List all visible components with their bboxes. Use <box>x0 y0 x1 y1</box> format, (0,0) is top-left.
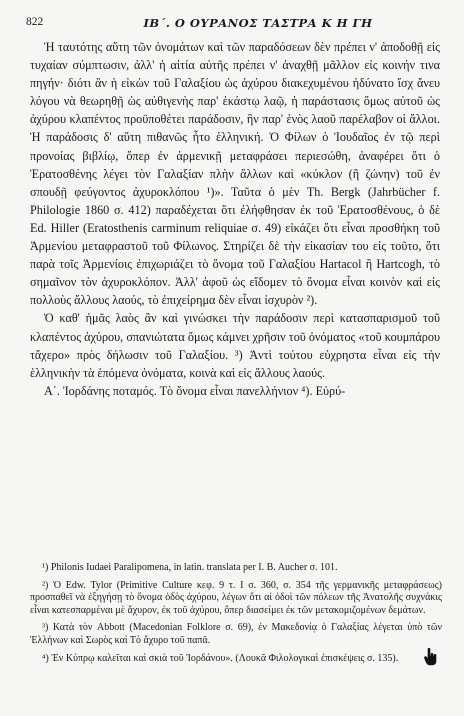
page-number: 822 <box>26 16 44 28</box>
paragraph-3: Α΄. Ἰορδάνης ποταμός. Τὸ ὄνομα εἶναι πανελλήνιον ⁴). Εὐρύ- <box>44 383 346 398</box>
footnote-2: ²) Ὁ Edw. Tylor (Primitive Culture κεφ. 9 τ. Ι σ. 360, σ. 354 τῆς γερμανικῆς μεταφράσεως) προσπαθεῖ νὰ ἐξηγήσῃ τὸ ὄνομα ὁδὸς ἀχύρου, λέγων ὅτι αἱ ὁδοὶ τῶν πόλεων τῆς Ἀνατολῆς συχνάκις εἶναι κατεσπαρμέναι μὲ ἄχυρον, ἐκ τοῦ ἀχύρου, ὅπερ διασείμει ἐκ τῶν μετακομιζομένων δεμάτων. <box>30 579 442 616</box>
footnotes <box>30 562 442 670</box>
body-text <box>30 38 440 400</box>
hand-cursor-icon <box>424 648 438 666</box>
paragraph-1: Ἡ ταυτότης αὕτη τῶν ὀνομάτων καὶ τῶν παραδόσεων δὲν πρέπει ν' ἀποδοθῇ εἰς τυχαίαν σύμπτωσιν, ἀλλ' ἡ αἰτία αὐτῆς πρέπει ν' ἀναχθῇ μᾶλλον εἰς κοινήν τινα πηγήν· διότι ἂν ἡ εἰκὼν τοῦ Γαλαξίου ὡς ἀχύρου διακεχυμένου ἠδύνατο ἴσχ ἄνευ λόγου νὰ θεωρηθῇ ὡς αὐθιγενὴς παρ' ἑκάστῳ λαῷ, ἡ παράστασις ὅμως αὐτοῦ ὡς ἀχύρου κλαπέντος προϋποθέτει παράδοσιν, ἣν παρ' ἑνὸς λαοῦ παρέλαβον οἱ ἄλλοι. Ἡ παράδοσις δ' αὕτη πιθανῶς ἦτο ἑλληνική. Ὁ Φίλων ὁ Ἰουδαῖος ἐν τῷ περὶ προνοίας βιβλίῳ, ὅπερ ἐν ἀρμενικῇ μεταφράσει περιεσώθη, ἀναφέρει ὅτι ὁ Ἐρατοσθένης λέγει τὸν Γαλαξίαν πλὴν ἄλλων καὶ «κύκλον (ἢ ζώνην) τοῦ ἐν σπουδῇ φεύγοντος ἀχυροκλόπου ¹)». Ταῦτα ὁ μὲν Th. Bergk (Jahrbücher f. Philologie 1860 σ. 412) παραδέχεται ὅτι ἐλήφθησαν ἐκ τοῦ Ἐρατοσθένους, ὁ δὲ Ed. Hiller (Eratosthenis carminum reliquiae σ. 49) εἰκάζει ὅτι εἶναι προσθήκη τοῦ Ἀρμενίου μεταφραστοῦ τοῦ Φίλωνος. Στηρίζει δὲ τὴν εἰκασίαν του εἰς τοῦτο, ὅτι παρὰ τοῖς Ἀρμενίοις ἐπιχωριάζει τὸ ὄνομα τοῦ Γαλαξίου Hartacol ἢ Hartcogh, τὸ σημαῖνον τὸν ἀχυροκλόπον. Ἀλλ' ἀφοῦ ὡς εἴδομεν τὸ ὄνομα εἶναι κοινὸν καὶ εἰς πολλοὺς ἄλλους λαούς, τὸ ἐπιχείρημα δὲν εἶναι ἰσχυρὸν ²). <box>30 40 440 308</box>
footnote-1: ¹) Philonis Iudaei Paralipomena, in latin. translata per I. B. Aucher σ. 101. <box>42 562 338 573</box>
paragraph-2: Ὁ καθ' ἡμᾶς λαὸς ἂν καὶ γινώσκει τὴν παράδοσιν περὶ κατασπαρισμοῦ τοῦ κλαπέντος ἀχύρου, σπανιώτατα ὅμως κάμνει χρῆσιν τοῦ ὀνόματος «τοῦ κουμπάρου τἄχερο» πρὸς δήλωσιν τοῦ Γαλαξίου. ³) Ἀντὶ τούτου εὐχρηστα εἶναι εἰς τὴν ἑλληνικὴν τὰ ἑπόμενα ὀνόματα, κοινὰ καὶ εἰς ἄλλους λαούς. <box>30 311 440 380</box>
page-header <box>26 16 442 34</box>
footnote-3: ³) Κατὰ τὸν Abbott (Macedonian Folklore σ. 69), ἐν Μακεδονίᾳ ὁ Γαλαξίας λέγεται ὑπὸ τῶν Ἑλλήνων καὶ Σωρὸς καὶ Τὸ ἄχυρο τοῦ παπᾶ. <box>30 622 442 646</box>
footnote-4: ⁴) Ἐν Κύπρῳ καλεῖται καὶ σκιὰ τοῦ Ἰορδάνου». (Λουκᾶ Φιλολογικαὶ ἐπισκέψεις σ. 135). <box>42 652 399 664</box>
running-head: ΙΒ΄. Ο ΟΥΡΑΝΟΣ ΤΑΣΤΡΑ Κ Η ΓΗ <box>143 16 373 30</box>
